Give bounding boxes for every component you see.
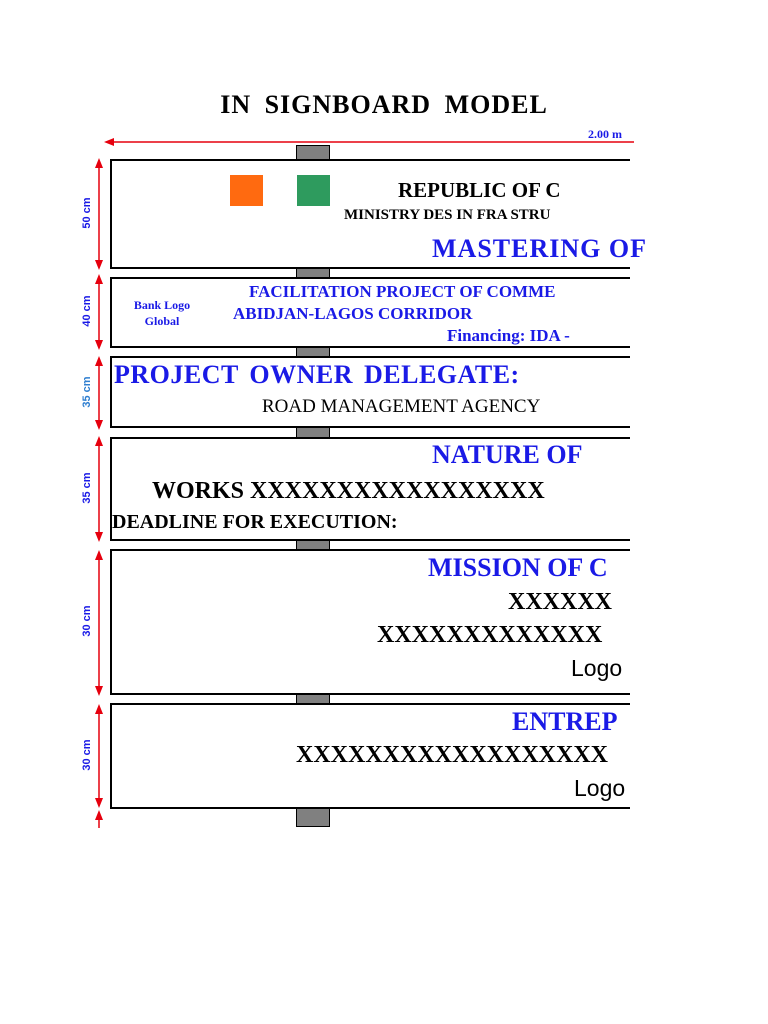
project-owner-text: PROJECT OWNER DELEGATE: (114, 360, 520, 389)
dimension-label-panel-4: 35 cm (81, 472, 93, 504)
page-title: IN SIGNBOARD MODEL (220, 90, 548, 119)
bank-logo-line1: Bank Logo (133, 298, 191, 312)
road-agency-text: ROAD MANAGEMENT AGENCY (262, 396, 541, 417)
mission-text: MISSION OF C (428, 553, 608, 582)
entrep-logo-text: Logo (574, 775, 626, 801)
width-label: 2.00 m (588, 127, 622, 141)
republic-text: REPUBLIC OF C (398, 178, 561, 202)
height-dimension-arrows (92, 158, 106, 828)
dimension-label-panel-2: 40 cm (81, 295, 93, 327)
corridor-text: ABIDJAN-LAGOS CORRIDOR (233, 304, 473, 323)
nature-of-text: NATURE OF (432, 440, 583, 469)
mastering-text: MASTERING OF (432, 234, 647, 263)
dimension-label-panel-5: 30 cm (81, 605, 93, 637)
bank-logo-line2: Global (144, 314, 180, 328)
works-text: WORKS XXXXXXXXXXXXXXXXX (152, 478, 545, 504)
green-flag-stripe (297, 175, 330, 206)
facilitation-project-text: FACILITATION PROJECT OF COMME (249, 283, 556, 300)
post-segment (296, 808, 330, 827)
entrep-placeholder: XXXXXXXXXXXXXXXXXX (296, 742, 608, 768)
mission-placeholder-1: XXXXXX (508, 589, 612, 615)
width-dimension-arrow (104, 136, 634, 148)
ministry-text: MINISTRY DES IN FRA STRU (344, 208, 551, 223)
dimension-label-panel-1: 50 cm (81, 197, 93, 229)
entrep-text: ENTREP (512, 707, 618, 736)
mission-logo-text: Logo (571, 655, 623, 681)
deadline-text: DEADLINE FOR EXECUTION: (112, 511, 398, 533)
orange-flag-stripe (230, 175, 263, 206)
mission-placeholder-2: XXXXXXXXXXXXX (377, 622, 603, 648)
dimension-label-panel-3: 35 cm (81, 376, 93, 408)
dimension-label-panel-6: 30 cm (81, 739, 93, 771)
financing-text: Financing: IDA - (447, 326, 570, 345)
